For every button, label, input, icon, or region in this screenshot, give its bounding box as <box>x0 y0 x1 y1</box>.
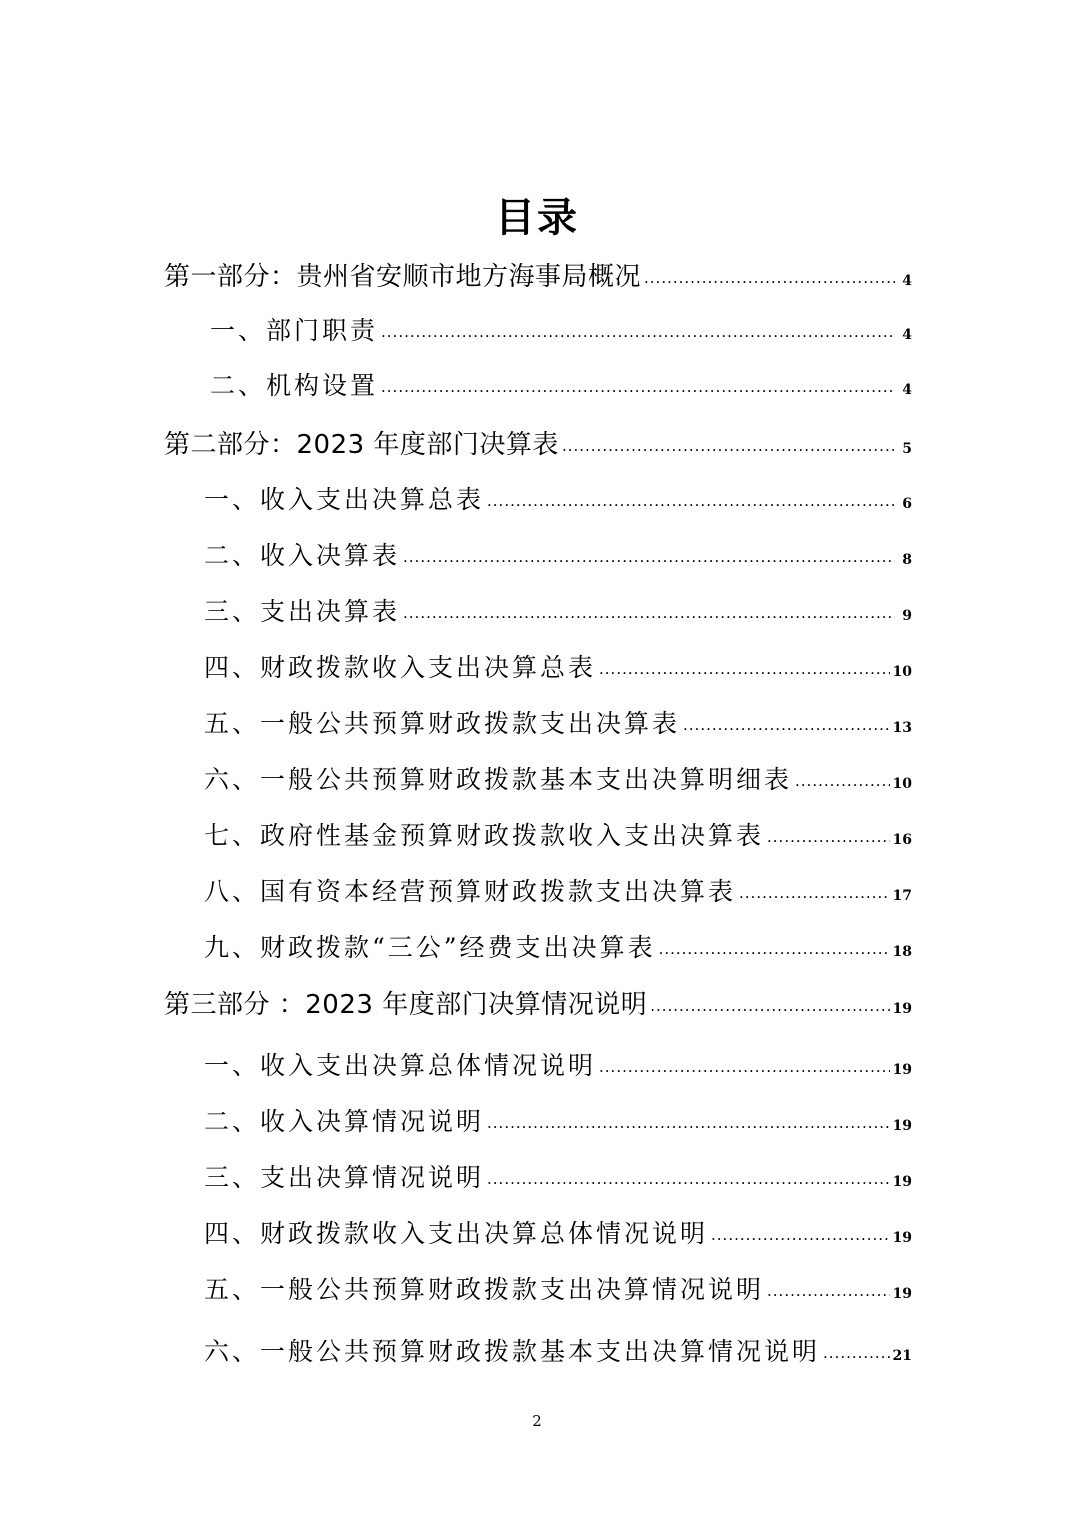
toc-leader-dots <box>403 548 895 566</box>
toc-item-1-1[interactable] <box>210 311 912 347</box>
toc-page-number: 4 <box>902 327 912 343</box>
toc-entry-text: 第三部分 ：2023 年度部门决算情况说明 <box>164 990 648 1020</box>
toc-leader-dots <box>767 828 890 846</box>
toc-page-number: 10 <box>892 664 912 680</box>
toc-title: 目录 <box>495 195 579 241</box>
toc-leader-dots <box>487 1170 890 1188</box>
toc-item-2-7[interactable] <box>204 816 912 852</box>
toc-leader-dots <box>381 378 895 396</box>
toc-entry-text: 二、机构设置 <box>210 371 379 400</box>
toc-entry-text: 一、收入支出决算总体情况说明 <box>204 1051 597 1080</box>
toc-item-3-2[interactable] <box>204 1102 912 1138</box>
toc-entry-text: 一、部门职责 <box>210 316 379 345</box>
toc-page-number: 4 <box>902 273 912 289</box>
toc-page-number: 18 <box>892 944 912 960</box>
toc-leader-dots <box>795 772 890 790</box>
toc-item-2-9[interactable] <box>204 928 912 964</box>
toc-leader-dots <box>487 492 895 510</box>
toc-page-number: 6 <box>902 496 912 512</box>
toc-item-3-1[interactable] <box>204 1046 912 1082</box>
toc-item-2-6[interactable] <box>204 760 912 796</box>
toc-entry-text: 二、收入决算情况说明 <box>204 1107 485 1136</box>
toc-entry-text: 七、政府性基金预算财政拨款收入支出决算表 <box>204 821 765 850</box>
toc-entry-text: 四、财政拨款收入支出决算总体情况说明 <box>204 1219 709 1248</box>
toc-leader-dots <box>683 716 890 734</box>
toc-leader-dots <box>487 1114 890 1132</box>
toc-page-number: 8 <box>902 552 912 568</box>
toc-entry-text: 四、财政拨款收入支出决算总表 <box>204 653 597 682</box>
toc-entry-text: 一、收入支出决算总表 <box>204 485 485 514</box>
toc-entry-text: 六、一般公共预算财政拨款基本支出决算情况说明 <box>204 1337 821 1366</box>
toc-item-2-4[interactable] <box>204 648 912 684</box>
toc-item-2-2[interactable] <box>204 536 912 572</box>
toc-page-number: 19 <box>892 1174 912 1190</box>
toc-item-3-5[interactable] <box>204 1270 912 1306</box>
page-number: 2 <box>532 1412 542 1430</box>
toc-entry-text: 三、支出决算表 <box>204 597 401 626</box>
toc-page-number: 4 <box>902 382 912 398</box>
toc-page-number: 5 <box>902 441 912 457</box>
toc-page-number: 19 <box>892 1230 912 1246</box>
toc-page-number: 19 <box>892 1286 912 1302</box>
toc-leader-dots <box>659 940 890 958</box>
toc-entry-text: 第二部分：2023 年度部门决算表 <box>164 430 559 460</box>
toc-entry-text: 二、收入决算表 <box>204 541 401 570</box>
toc-leader-dots <box>767 1282 890 1300</box>
toc-leader-dots <box>823 1344 890 1362</box>
toc-leader-dots <box>739 884 890 902</box>
toc-item-3-4[interactable] <box>204 1214 912 1250</box>
toc-leader-dots <box>403 604 895 622</box>
toc-item-3-6[interactable] <box>204 1332 912 1368</box>
toc-page-number: 10 <box>892 776 912 792</box>
toc-leader-dots <box>650 997 889 1015</box>
toc-part-1[interactable] <box>164 256 912 293</box>
toc-entry-text: 六、一般公共预算财政拨款基本支出决算明细表 <box>204 765 793 794</box>
toc-page-number: 13 <box>892 720 912 736</box>
toc-page-number: 17 <box>892 888 912 904</box>
toc-page-number: 21 <box>892 1348 912 1364</box>
toc-leader-dots <box>562 437 895 455</box>
toc-item-2-1[interactable] <box>204 480 912 516</box>
toc-page-number: 16 <box>892 832 912 848</box>
toc-item-1-2[interactable] <box>210 366 912 402</box>
toc-leader-dots <box>381 323 895 341</box>
toc-page-number: 19 <box>892 1062 912 1078</box>
toc-page-number: 19 <box>892 1118 912 1134</box>
toc-item-2-3[interactable] <box>204 592 912 628</box>
toc-item-3-3[interactable] <box>204 1158 912 1194</box>
toc-item-2-8[interactable] <box>204 872 912 908</box>
toc-leader-dots <box>599 660 890 678</box>
toc-part-2[interactable] <box>164 424 912 461</box>
toc-entry-text: 五、一般公共预算财政拨款支出决算情况说明 <box>204 1275 765 1304</box>
toc-item-2-5[interactable] <box>204 704 912 740</box>
toc-entry-text: 九、财政拨款“三公”经费支出决算表 <box>204 933 656 962</box>
toc-entry-text: 八、国有资本经营预算财政拨款支出决算表 <box>204 877 737 906</box>
toc-entry-text: 五、一般公共预算财政拨款支出决算表 <box>204 709 681 738</box>
toc-leader-dots <box>599 1058 890 1076</box>
toc-leader-dots <box>711 1226 890 1244</box>
toc-entry-text: 第一部分：贵州省安顺市地方海事局概况 <box>164 262 642 292</box>
toc-entry-text: 三、支出决算情况说明 <box>204 1163 485 1192</box>
toc-part-3[interactable] <box>164 984 912 1021</box>
toc-leader-dots <box>644 269 895 287</box>
toc-page-number: 19 <box>892 1001 912 1017</box>
toc-page-number: 9 <box>902 608 912 624</box>
